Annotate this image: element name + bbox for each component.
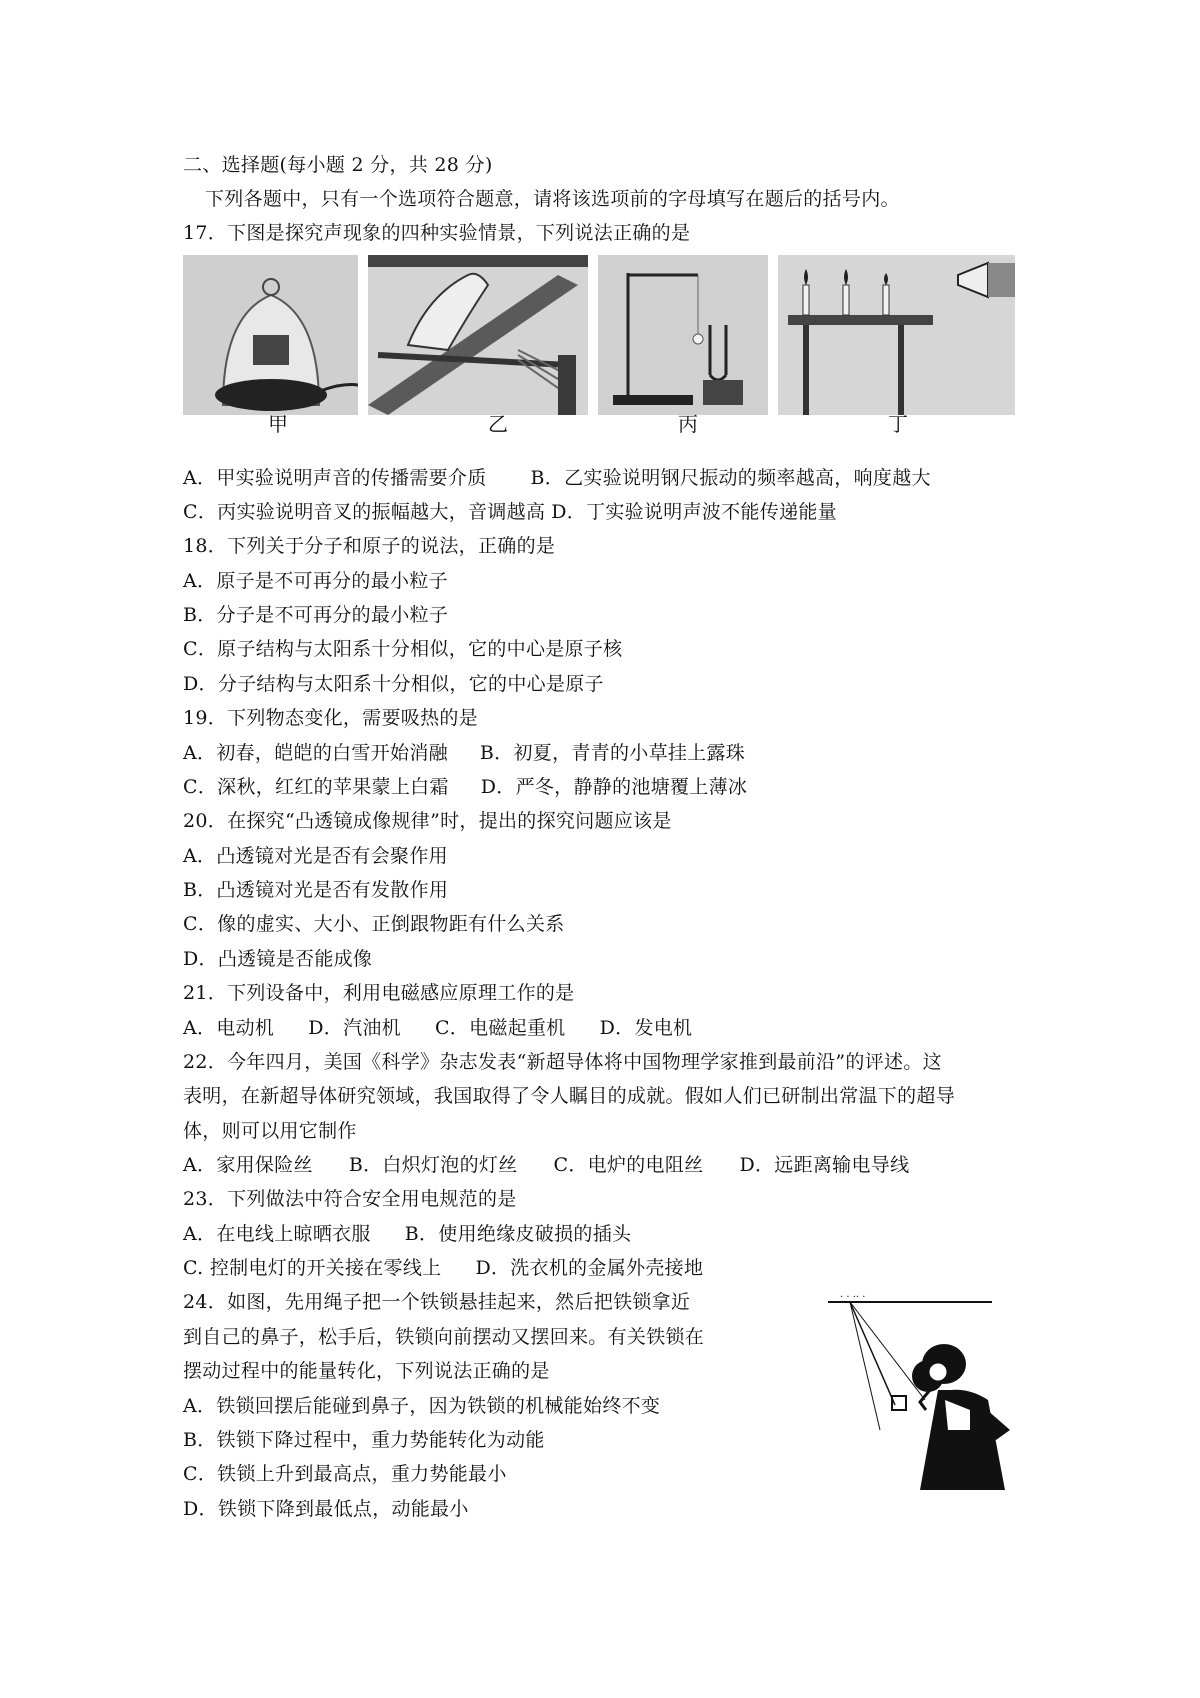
q17-option-c[interactable]: C．丙实验说明音叉的振幅越大，音调越高 <box>183 501 546 523</box>
figure-steel-ruler <box>368 255 588 415</box>
q22-option-b[interactable]: B．白炽灯泡的灯丝 <box>348 1154 518 1176</box>
svg-text:· · ·· ·: · · ·· · <box>840 1292 866 1303</box>
question-19-options-row-1 <box>183 740 745 766</box>
question-19-stem: 19．下列物态变化，需要吸热的是 <box>183 707 478 729</box>
q21-option-a[interactable]: A．电动机 <box>183 1017 275 1039</box>
question-18-stem: 18．下列关于分子和原子的说法，正确的是 <box>183 535 556 557</box>
q17-option-d[interactable]: D．丁实验说明声波不能传递能量 <box>551 501 837 523</box>
q23-option-c[interactable]: C. 控制电灯的开关接在零线上 <box>183 1257 442 1279</box>
question-23-stem: 23．下列做法中符合安全用电规范的是 <box>183 1188 517 1210</box>
q19-option-c[interactable]: C．深秋，红红的苹果蒙上白霜 <box>183 776 449 798</box>
q23-option-a[interactable]: A．在电线上晾晒衣服 <box>183 1223 371 1245</box>
q18-option-c[interactable]: C．原子结构与太阳系十分相似，它的中心是原子核 <box>183 638 623 660</box>
question-17-options-row-2 <box>183 499 837 525</box>
q23-option-b[interactable]: B．使用绝缘皮破损的插头 <box>404 1223 632 1245</box>
q22-option-a[interactable]: A．家用保险丝 <box>183 1154 313 1176</box>
question-22-options-row <box>183 1152 909 1178</box>
q19-option-d[interactable]: D．严冬，静静的池塘覆上薄冰 <box>480 776 748 798</box>
question-23-options-row-1 <box>183 1221 631 1247</box>
figure-label-jia: 甲 <box>268 412 288 436</box>
q21-option-d[interactable]: D．发电机 <box>599 1017 693 1039</box>
q17-option-b[interactable]: B．乙实验说明钢尺振动的频率越高，响度越大 <box>530 467 931 489</box>
q22-option-c[interactable]: C．电炉的电阻丝 <box>553 1154 704 1176</box>
q24-option-c[interactable]: C．铁锁上升到最高点，重力势能最小 <box>183 1463 507 1485</box>
q18-option-b[interactable]: B．分子是不可再分的最小粒子 <box>183 604 449 626</box>
question-17-stem: 17．下图是探究声现象的四种实验情景，下列说法正确的是 <box>183 222 691 244</box>
question-21-options-row <box>183 1015 692 1041</box>
section-instruction: 下列各题中，只有一个选项符合题意，请将该选项前的字母填写在题后的括号内。 <box>205 188 900 210</box>
q21-option-c[interactable]: C．电磁起重机 <box>434 1017 566 1039</box>
question-17-options-row-1 <box>183 465 931 491</box>
q24-option-b[interactable]: B．铁锁下降过程中，重力势能转化为动能 <box>183 1429 545 1451</box>
q24-option-d[interactable]: D．铁锁下降到最低点，动能最小 <box>183 1498 469 1520</box>
figure-label-bing: 丙 <box>678 412 698 436</box>
figure-label-yi: 乙 <box>488 412 508 436</box>
q22-option-d[interactable]: D．远距离输电导线 <box>739 1154 910 1176</box>
q19-option-a[interactable]: A．初春，皑皑的白雪开始消融 <box>183 742 448 764</box>
question-22-stem-line-1: 22．今年四月，美国《科学》杂志发表“新超导体将中国物理学家推到最前沿”的评述。这 <box>183 1051 942 1073</box>
q23-option-d[interactable]: D．洗衣机的金属外壳接地 <box>475 1257 704 1279</box>
q20-option-a[interactable]: A．凸透镜对光是否有会聚作用 <box>183 845 448 867</box>
q18-option-a[interactable]: A．原子是不可再分的最小粒子 <box>183 570 448 592</box>
question-22-stem-line-2: 表明，在新超导体研究领域，我国取得了令人瞩目的成就。假如人们已研制出常温下的超导 <box>183 1085 956 1107</box>
figure-label-ding: 丁 <box>888 412 908 436</box>
question-19-options-row-2 <box>183 774 747 800</box>
q20-option-b[interactable]: B．凸透镜对光是否有发散作用 <box>183 879 449 901</box>
q17-option-a[interactable]: A．甲实验说明声音的传播需要介质 <box>183 467 487 489</box>
figure-candle-speaker <box>778 255 1015 415</box>
figure-bell-jar <box>183 255 358 415</box>
sound-experiment-figures <box>183 255 1015 436</box>
figure-tuning-fork <box>598 255 768 415</box>
question-24-stem-line-3: 摆动过程中的能量转化，下列说法正确的是 <box>183 1360 550 1382</box>
question-20-stem: 20．在探究“凸透镜成像规律”时，提出的探究问题应该是 <box>183 810 672 832</box>
lock-pendulum-figure <box>820 1290 1020 1490</box>
q20-option-c[interactable]: C．像的虚实、大小、正倒跟物距有什么关系 <box>183 913 565 935</box>
question-22-stem-line-3: 体，则可以用它制作 <box>183 1120 357 1142</box>
q19-option-b[interactable]: B．初夏，青青的小草挂上露珠 <box>479 742 746 764</box>
question-21-stem: 21．下列设备中，利用电磁感应原理工作的是 <box>183 982 575 1004</box>
question-24-stem-line-1: 24．如图，先用绳子把一个铁锁悬挂起来，然后把铁锁拿近 <box>183 1291 691 1313</box>
question-23-options-row-2 <box>183 1255 703 1281</box>
section-title: 二、选择题(每小题 2 分，共 28 分) <box>183 154 493 176</box>
q20-option-d[interactable]: D．凸透镜是否能成像 <box>183 948 373 970</box>
q24-option-a[interactable]: A．铁锁回摆后能碰到鼻子，因为铁锁的机械能始终不变 <box>183 1395 661 1417</box>
q18-option-d[interactable]: D．分子结构与太阳系十分相似，它的中心是原子 <box>183 673 604 695</box>
q21-option-b[interactable]: D．汽油机 <box>308 1017 401 1039</box>
question-24-stem-line-2: 到自己的鼻子，松手后，铁锁向前摆动又摆回来。有关铁锁在 <box>183 1326 705 1348</box>
